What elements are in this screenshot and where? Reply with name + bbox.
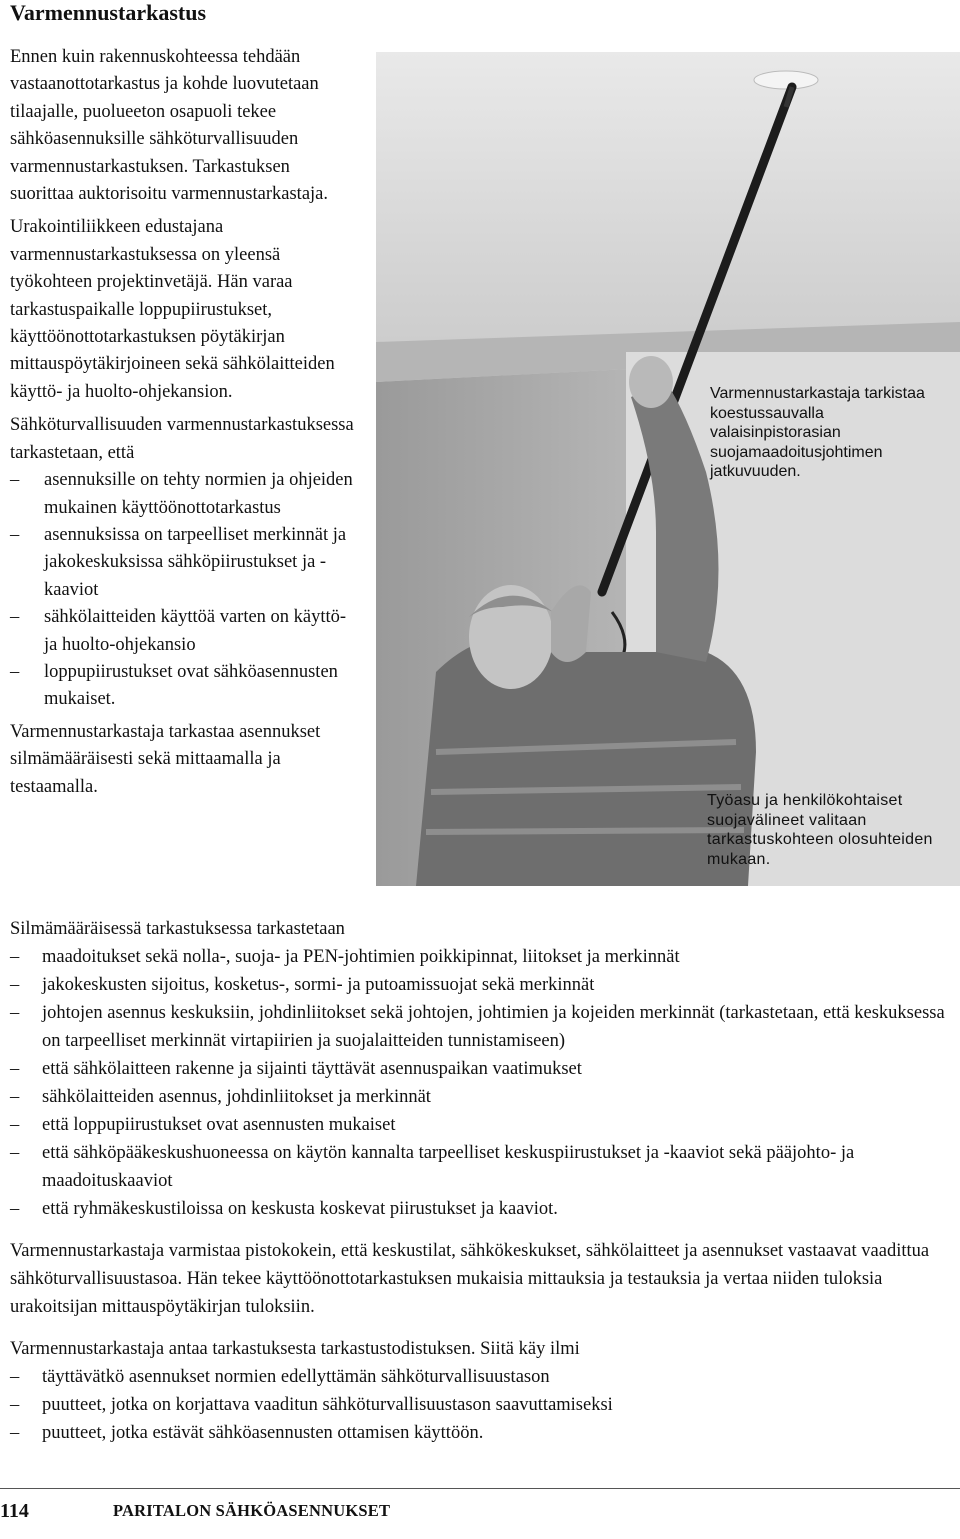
list-item: – johtojen asennus keskuksiin, johdinliitokset sekä johtojen, johtimien ja kojeiden merkinnät (tarkastetaan, että keskuksessa on tarpeelliset merkinnät virtapiirien ja suojalaitteiden tunnistamiseen) <box>10 999 954 1055</box>
photo-caption-bottom: Työasu ja henkilökohtaiset suojavälineet valitaan tarkastuskohteen olosuhteiden mukaan. <box>707 792 933 868</box>
list-item: – sähkölaitteiden käyttöä varten on käyttö- ja huolto-ohjekansio <box>10 604 355 659</box>
list-item: – asennuksille on tehty normien ja ohjeiden mukainen käyttöönottotarkastus <box>10 467 355 522</box>
list-item: – asennuksissa on tarpeelliset merkinnät ja jakokeskuksissa sähköpiirustukset ja -kaaviot <box>10 522 355 604</box>
list-item: – että sähkölaitteen rakenne ja sijainti täyttävät asennuspaikan vaatimukset <box>10 1055 954 1083</box>
list-item: – loppupiirustukset ovat sähköasennusten mukaiset. <box>10 659 355 714</box>
list-item: – puutteet, jotka estävät sähköasennusten ottamisen käyttöön. <box>10 1419 954 1447</box>
photo-caption-top: Varmennustarkastaja tarkistaa koestussauvalla valaisinpistorasian suojamaadoitusjohtimen jatkuvuuden. <box>710 385 925 480</box>
certificate-list <box>10 1363 954 1447</box>
page-number: 114 <box>0 1500 29 1522</box>
inspection-list <box>10 467 355 714</box>
certificate-intro: Varmennustarkastaja antaa tarkastuksesta tarkastustodistuksen. Siitä käy ilmi <box>10 1339 580 1359</box>
book-title: PARITALON SÄHKÖASENNUKSET <box>113 1501 391 1520</box>
list-item: – että sähköpääkeskushuoneessa on käytön kannalta tarpeelliset keskuspiirustukset ja -kaaviot sekä pääjohto- ja maadoituskaaviot <box>10 1139 954 1195</box>
page-footer <box>0 1488 960 1539</box>
list-item: – sähkölaitteiden asennus, johdinliitokset ja merkinnät <box>10 1083 954 1111</box>
list-item: – maadoitukset sekä nolla-, suoja- ja PEN-johtimien poikkipinnat, liitokset ja merkinnät <box>10 943 954 971</box>
list-item: – jakokeskusten sijoitus, kosketus-, sormi- ja putoamissuojat sekä merkinnät <box>10 971 954 999</box>
list-item: – täyttävätkö asennukset normien edellyttämän sähköturvallisuustason <box>10 1363 954 1391</box>
intro-paragraph: Ennen kuin rakennuskohteessa tehdään vastaanottotarkastus ja kohde luovutetaan tilaajalle, puolueeton osapuoli tekee sähköasennuksille sähköturvallisuuden varmennustarkastuksen. Tarkastuksen suorittaa auktorisoitu varmennustarkastaja. <box>10 47 329 205</box>
list-item: – että ryhmäkeskustiloissa on keskusta koskevat piirustukset ja kaaviot. <box>10 1195 954 1223</box>
main-text <box>10 915 954 1447</box>
inspection-intro: Sähköturvallisuuden varmennustarkastuksessa tarkastetaan, että <box>10 415 354 463</box>
contractor-paragraph: Urakointiliikkeen edustajana varmennustarkastuksessa on yleensä työkohteen projektinvetäjä. Hän varaa tarkastuspaikalle loppupiirustukset, käyttöönottotarkastuksen pöytäkirjan mittauspöytäkirjoineen sekä sähkölaitteiden käyttö- ja huolto-ohjekansion. <box>10 217 335 402</box>
visual-inspection-list <box>10 943 954 1223</box>
list-item: – puutteet, jotka on korjattava vaaditun sähköturvallisuustason saavuttamiseksi <box>10 1391 954 1419</box>
spot-check-paragraph: Varmennustarkastaja varmistaa pistokokein, että keskustilat, sähkökeskukset, sähkölaitteet ja asennukset vastaavat vaadittua sähköturvallisuustasoa. Hän tekee käyttöönottotarkastuksen mukaisia mittauksia ja testauksia ja vertaa niiden tuloksia urakoitsijan mittauspöytäkirjan tuloksiin. <box>10 1241 930 1317</box>
method-paragraph: Varmennustarkastaja tarkastaa asennukset silmämääräisesti sekä mittaamalla ja testaamalla. <box>10 721 321 797</box>
page-title: Varmennustarkastus <box>10 0 207 25</box>
left-column <box>10 44 355 807</box>
visual-inspection-intro: Silmämääräisessä tarkastuksessa tarkastetaan <box>10 919 345 939</box>
list-item: – että loppupiirustukset ovat asennusten mukaiset <box>10 1111 954 1139</box>
footer-rule <box>0 1488 960 1489</box>
